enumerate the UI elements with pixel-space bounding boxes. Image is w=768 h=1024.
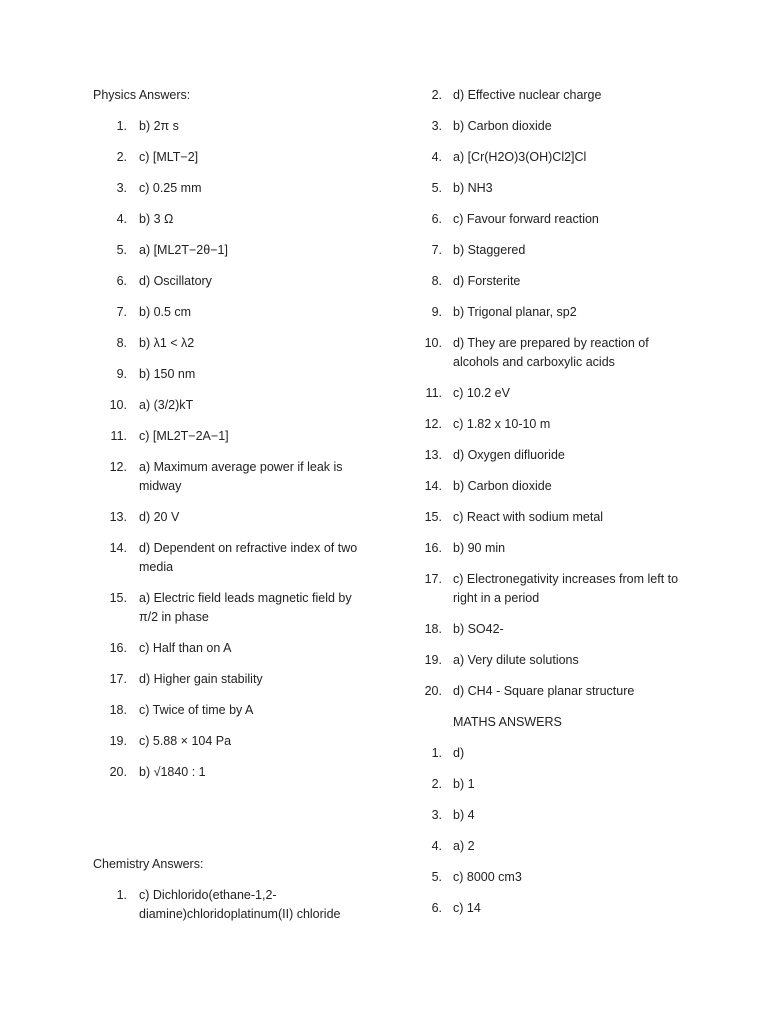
item-number: 8. — [116, 336, 127, 350]
item-answer: d) They are prepared by reaction of alcohols and carboxylic acids — [453, 336, 649, 369]
item-number: 16. — [109, 641, 127, 655]
item-number: 4. — [431, 839, 442, 853]
physics-list — [93, 117, 373, 782]
item-number: 2. — [116, 150, 127, 164]
list-item — [424, 384, 684, 403]
list-item — [93, 886, 373, 924]
item-number: 11. — [110, 429, 127, 443]
item-number: 5. — [431, 181, 442, 195]
item-answer: b) SO42- — [453, 622, 504, 636]
item-answer: b) 4 — [453, 808, 475, 822]
list-item — [424, 682, 684, 701]
list-item — [424, 303, 684, 322]
list-item — [93, 303, 373, 322]
item-answer: d) Higher gain stability — [139, 672, 263, 686]
left-column — [93, 86, 373, 936]
item-answer: c) 14 — [453, 901, 481, 915]
item-answer: a) Electric field leads magnetic field by π/2 in phase — [139, 591, 352, 624]
item-answer: c) [MLT−2] — [139, 150, 199, 164]
item-number: 5. — [116, 243, 127, 257]
item-number: 12. — [109, 460, 127, 474]
item-number: 3. — [431, 119, 442, 133]
item-number: 18. — [424, 622, 442, 636]
list-item — [424, 86, 684, 105]
item-answer: d) Oxygen difluoride — [453, 448, 565, 462]
list-item — [424, 775, 684, 794]
item-number: 2. — [431, 777, 442, 791]
item-answer: b) 150 nm — [139, 367, 196, 381]
list-item — [424, 272, 684, 291]
list-item — [93, 701, 373, 720]
list-item — [424, 179, 684, 198]
item-number: 1. — [116, 888, 127, 902]
item-answer: c) 5.88 × 104 Pa — [139, 734, 232, 748]
list-item — [424, 837, 684, 856]
item-answer: c) Dichlorido(ethane-1,2-diamine)chloridoplatinum(II) chloride — [139, 888, 341, 921]
item-number: 13. — [109, 510, 127, 524]
item-number: 4. — [431, 150, 442, 164]
item-answer: c) Half than on A — [139, 641, 232, 655]
item-answer: b) √1840 : 1 — [139, 765, 206, 779]
maths-list — [424, 744, 684, 918]
list-item — [93, 241, 373, 260]
list-item — [424, 117, 684, 136]
item-answer: b) Staggered — [453, 243, 526, 257]
list-item — [93, 763, 373, 782]
list-item — [93, 539, 373, 577]
chemistry-list-right — [424, 86, 684, 701]
section-spacer — [93, 794, 373, 855]
item-number: 7. — [116, 305, 127, 319]
list-item — [424, 620, 684, 639]
list-item — [424, 570, 684, 608]
list-item — [424, 334, 684, 372]
item-number: 14. — [109, 541, 127, 555]
list-item — [93, 117, 373, 136]
item-answer: d) 20 V — [139, 510, 180, 524]
item-number: 6. — [431, 212, 442, 226]
list-item — [424, 508, 684, 527]
item-answer: d) Effective nuclear charge — [453, 88, 602, 102]
item-number: 17. — [424, 572, 442, 586]
item-number: 10. — [424, 336, 442, 350]
item-number: 11. — [425, 386, 442, 400]
item-answer: b) Trigonal planar, sp2 — [453, 305, 577, 319]
item-number: 14. — [424, 479, 442, 493]
item-number: 8. — [431, 274, 442, 288]
list-item — [424, 899, 684, 918]
item-number: 12. — [424, 417, 442, 431]
item-number: 1. — [116, 119, 127, 133]
item-answer: c) Favour forward reaction — [453, 212, 599, 226]
list-item — [93, 334, 373, 353]
item-answer: b) 2π s — [139, 119, 179, 133]
list-item — [93, 589, 373, 627]
item-answer: a) Maximum average power if leak is midway — [139, 460, 343, 493]
item-number: 13. — [424, 448, 442, 462]
chemistry-list-left — [93, 886, 373, 924]
item-number: 2. — [431, 88, 442, 102]
item-answer: d) Dependent on refractive index of two media — [139, 541, 358, 574]
list-item — [424, 148, 684, 167]
item-answer: b) 90 min — [453, 541, 506, 555]
item-answer: d) CH4 - Square planar structure — [453, 684, 635, 698]
list-item — [93, 427, 373, 446]
list-item — [424, 806, 684, 825]
item-number: 20. — [424, 684, 442, 698]
list-item — [424, 241, 684, 260]
item-answer: b) 1 — [453, 777, 475, 791]
item-answer: c) Twice of time by A — [139, 703, 254, 717]
list-item — [424, 415, 684, 434]
list-item — [93, 458, 373, 496]
item-number: 6. — [116, 274, 127, 288]
list-item — [93, 272, 373, 291]
list-item — [93, 210, 373, 229]
item-number: 19. — [109, 734, 127, 748]
item-number: 16. — [424, 541, 442, 555]
item-answer: b) Carbon dioxide — [453, 479, 552, 493]
item-number: 15. — [109, 591, 127, 605]
item-number: 17. — [109, 672, 127, 686]
list-item — [93, 508, 373, 527]
item-answer: c) 0.25 mm — [139, 181, 202, 195]
item-answer: b) 0.5 cm — [139, 305, 192, 319]
item-number: 6. — [431, 901, 442, 915]
item-number: 3. — [116, 181, 127, 195]
item-number: 9. — [431, 305, 442, 319]
item-answer: c) Electronegativity increases from left to right in a period — [453, 572, 679, 605]
item-answer: d) Forsterite — [453, 274, 521, 288]
item-answer: d) Oscillatory — [139, 274, 212, 288]
item-number: 3. — [431, 808, 442, 822]
list-item — [93, 732, 373, 751]
list-item — [93, 396, 373, 415]
item-answer: b) 3 Ω — [139, 212, 174, 226]
right-column — [424, 86, 684, 930]
list-item — [93, 179, 373, 198]
item-number: 7. — [431, 243, 442, 257]
list-item — [424, 539, 684, 558]
list-item — [93, 639, 373, 658]
maths-heading: MATHS ANSWERS — [453, 715, 562, 729]
item-answer: c) React with sodium metal — [453, 510, 604, 524]
item-answer: c) [ML2T−2A−1] — [139, 429, 229, 443]
chemistry-heading: Chemistry Answers: — [93, 857, 204, 871]
list-item — [93, 365, 373, 384]
item-answer: a) Very dilute solutions — [453, 653, 579, 667]
item-number: 19. — [424, 653, 442, 667]
item-answer: b) Carbon dioxide — [453, 119, 552, 133]
item-answer: a) (3/2)kT — [139, 398, 194, 412]
item-answer: d) — [453, 746, 465, 760]
item-answer: a) [Cr(H2O)3(OH)Cl2]Cl — [453, 150, 587, 164]
item-number: 15. — [424, 510, 442, 524]
item-answer: b) λ1 < λ2 — [139, 336, 195, 350]
physics-heading: Physics Answers: — [93, 88, 191, 102]
item-number: 4. — [116, 212, 127, 226]
list-item — [93, 670, 373, 689]
item-answer: a) [ML2T−2θ−1] — [139, 243, 228, 257]
list-item — [424, 446, 684, 465]
item-answer: c) 8000 cm3 — [453, 870, 522, 884]
item-number: 9. — [116, 367, 127, 381]
item-number: 18. — [109, 703, 127, 717]
item-number: 20. — [109, 765, 127, 779]
item-answer: a) 2 — [453, 839, 475, 853]
list-item — [93, 148, 373, 167]
list-item — [424, 210, 684, 229]
item-number: 1. — [431, 746, 442, 760]
list-item — [424, 477, 684, 496]
item-number: 10. — [109, 398, 127, 412]
item-answer: c) 10.2 eV — [453, 386, 510, 400]
item-answer: c) 1.82 x 10-10 m — [453, 417, 551, 431]
list-item — [424, 744, 684, 763]
list-item — [424, 651, 684, 670]
item-number: 5. — [431, 870, 442, 884]
item-answer: b) NH3 — [453, 181, 493, 195]
list-item — [424, 868, 684, 887]
